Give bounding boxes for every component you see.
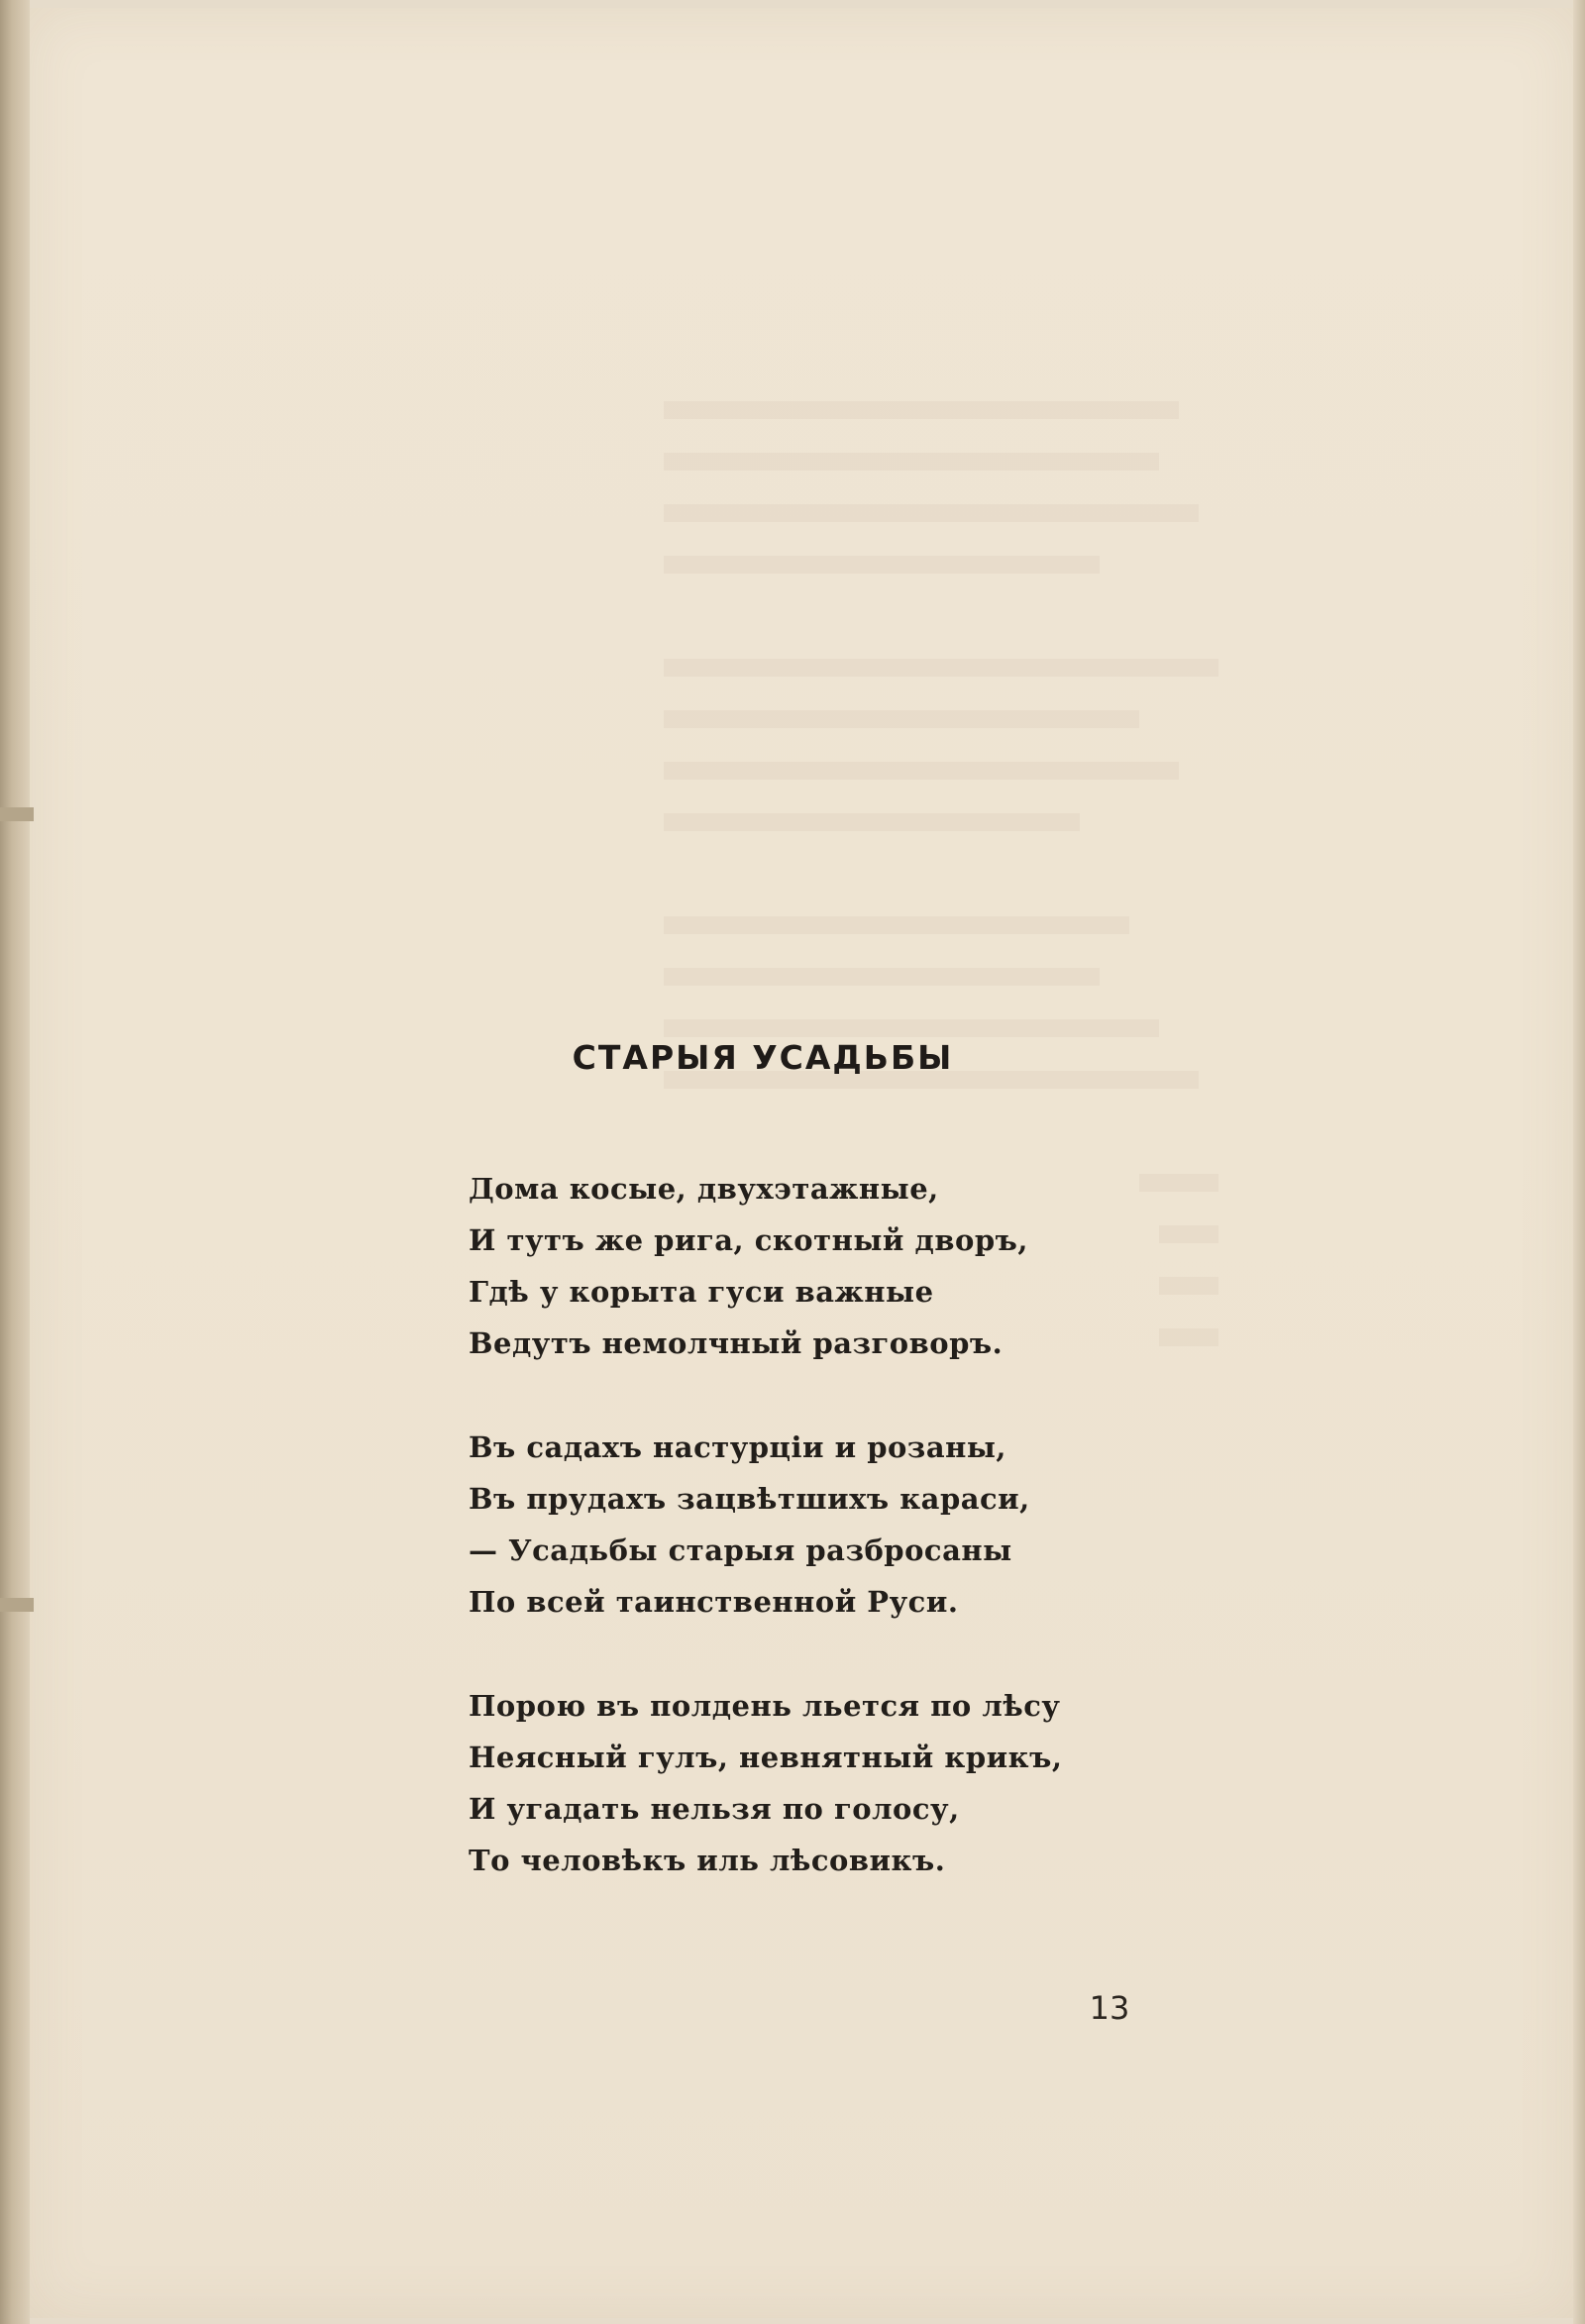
verse-line: То человѣкъ иль лѣсовикъ. xyxy=(469,1844,946,1877)
verse-line: Дома косые, двухэтажные, xyxy=(469,1172,939,1206)
verse-line: И тутъ же рига, скотный дворъ, xyxy=(469,1223,1028,1257)
verse-line: Порою въ полдень льется по лѣсу xyxy=(469,1689,1061,1723)
verse-line: По всей таинственной Руси. xyxy=(469,1585,959,1619)
verse-line: Ведутъ немолчный разговоръ. xyxy=(469,1326,1004,1360)
binding-stitch-mark xyxy=(0,807,34,821)
stanza-1 xyxy=(469,1163,1103,1369)
binding-stitch-mark xyxy=(0,1598,34,1612)
paper-sheet xyxy=(30,8,1575,2318)
book-binding-edge xyxy=(0,0,30,2324)
verse-line: — Усадьбы старыя разбросаны xyxy=(469,1533,1012,1567)
verse-line: Въ прудахъ зацвѣтшихъ караси, xyxy=(469,1482,1030,1516)
poem-body xyxy=(469,1163,1103,1939)
stanza-3 xyxy=(469,1680,1103,1886)
verse-line: Въ садахъ настурціи и розаны, xyxy=(469,1430,1006,1464)
page-right-edge xyxy=(1573,0,1585,2324)
verse-line: Гдѣ у корыта гуси важные xyxy=(469,1275,934,1309)
poem-title: СТАРЫЯ УСАДЬБЫ xyxy=(572,1038,954,1077)
page-number: 13 xyxy=(1089,1989,1130,2027)
stanza-2 xyxy=(469,1422,1103,1628)
verse-line: И угадать нельзя по голосу, xyxy=(469,1792,960,1826)
verse-line: Неясный гулъ, невнятный крикъ, xyxy=(469,1741,1063,1774)
